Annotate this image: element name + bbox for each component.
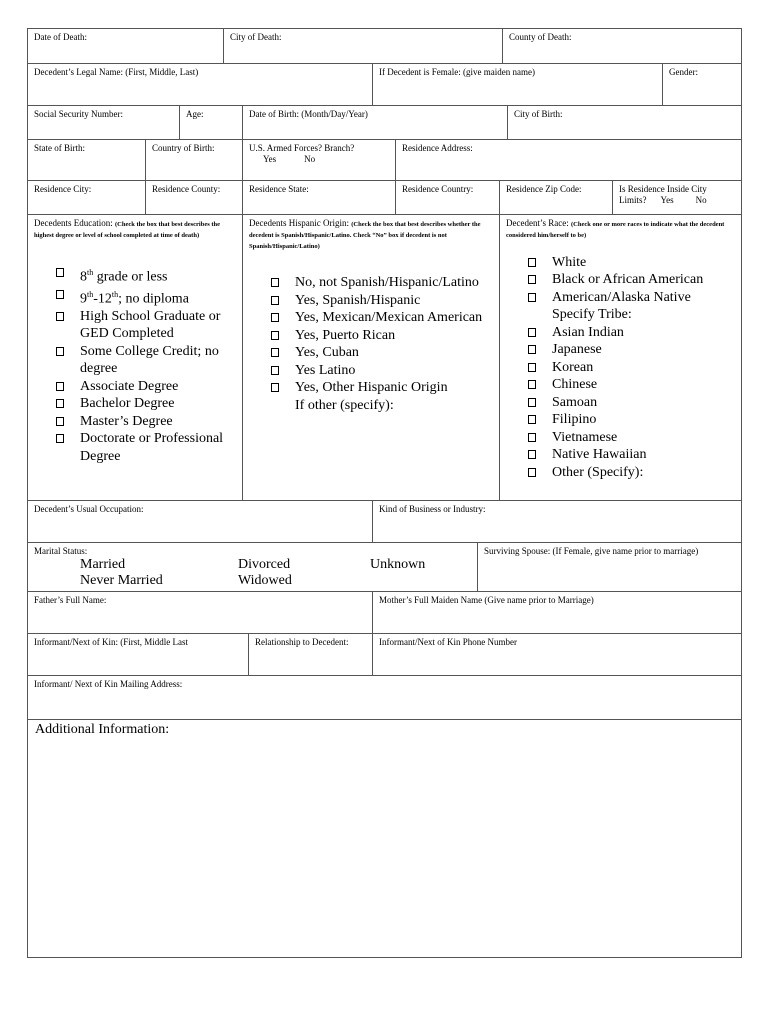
inside-city-yes[interactable]: Yes (660, 194, 674, 205)
marital-status-field (28, 543, 478, 592)
legal-name-field[interactable] (28, 64, 373, 106)
maiden-name-field[interactable] (373, 64, 663, 106)
checkbox[interactable] (528, 293, 536, 302)
residence-country-field[interactable] (396, 181, 500, 215)
race-option[interactable]: Native Hawaiian (528, 446, 735, 464)
additional-info-label: Additional Information: (35, 722, 170, 737)
usual-occupation-field[interactable] (28, 501, 373, 543)
ssn-field[interactable] (28, 106, 180, 140)
legal-name-label: Decedent’s Legal Name: (First, Middle, Last) (34, 67, 199, 77)
education-note: (Check the box that best describes the highest degree or level of school completed at time of death) (34, 221, 221, 239)
state-of-birth-field[interactable] (28, 140, 146, 181)
education-options (56, 264, 236, 466)
hispanic-option[interactable]: Yes, Other Hispanic Origin (271, 379, 493, 397)
residence-city-label: Residence City: (34, 184, 92, 194)
inside-city-label: Is Residence Inside City (619, 184, 707, 194)
checkbox[interactable] (56, 399, 64, 408)
checkbox[interactable] (528, 433, 536, 442)
age-field[interactable] (180, 106, 243, 140)
additional-info-field[interactable] (28, 720, 741, 957)
usual-occupation-label: Decedent’s Usual Occupation: (34, 504, 144, 514)
residence-address-field[interactable] (396, 140, 741, 181)
checkbox[interactable] (271, 331, 279, 340)
city-of-birth-label: City of Birth: (514, 109, 563, 119)
mother-maiden-name-label: Mother’s Full Maiden Name (Give name prior to Marriage) (379, 595, 594, 605)
residence-address-label: Residence Address: (402, 143, 473, 153)
country-of-birth-field[interactable] (146, 140, 243, 181)
education-option[interactable]: High School Graduate or GED Completed (56, 308, 236, 343)
race-option[interactable]: Chinese (528, 376, 735, 394)
business-industry-label: Kind of Business or Industry: (379, 504, 486, 514)
surviving-spouse-label: Surviving Spouse: (If Female, give name prior to marriage) (484, 546, 699, 556)
father-name-field[interactable] (28, 592, 373, 634)
informant-phone-field[interactable] (373, 634, 741, 676)
residence-city-field[interactable] (28, 181, 146, 215)
maiden-name-label: If Decedent is Female: (give maiden name) (379, 67, 535, 77)
armed-forces-field[interactable] (243, 140, 396, 181)
education-option[interactable]: Master’s Degree (56, 413, 236, 431)
education-option[interactable]: Doctorate or Professional Degree (56, 430, 236, 465)
checkbox[interactable] (528, 398, 536, 407)
race-option[interactable]: Korean (528, 359, 735, 377)
inside-city-no[interactable]: No (695, 194, 707, 205)
marital-unknown[interactable]: Unknown (370, 556, 426, 572)
checkbox[interactable] (56, 290, 64, 299)
informant-address-label: Informant/ Next of Kin Mailing Address: (34, 679, 183, 689)
dob-field[interactable] (243, 106, 508, 140)
armed-forces-yes[interactable]: Yes (263, 153, 277, 164)
race-section (500, 215, 741, 501)
limits-label: Limits? (619, 194, 647, 205)
checkbox[interactable] (528, 468, 536, 477)
race-title: Decedent’s Race: (506, 218, 569, 228)
hispanic-origin-section (243, 215, 500, 501)
race-option[interactable]: Japanese (528, 341, 735, 359)
race-option[interactable]: Asian Indian (528, 324, 735, 342)
marital-status-label: Marital Status: (34, 546, 88, 556)
city-of-death-label: City of Death: (230, 32, 282, 42)
date-of-death-label: Date of Death: (34, 32, 87, 42)
surviving-spouse-field[interactable] (478, 543, 741, 592)
hispanic-note: (Check the box that best describes whether the decedent is Spanish/Hispanic/Latino. Check “No” box if decedent is not Spanish/Hispanic/Latino) (249, 221, 481, 250)
state-of-birth-label: State of Birth: (34, 143, 85, 153)
checkbox[interactable] (528, 275, 536, 284)
marital-divorced[interactable]: Divorced (238, 556, 291, 572)
checkbox[interactable] (271, 366, 279, 375)
checkbox[interactable] (271, 313, 279, 322)
informant-address-field[interactable] (28, 676, 741, 720)
race-option[interactable]: Samoan (528, 394, 735, 412)
informant-name-field[interactable] (28, 634, 249, 676)
city-of-death-field[interactable] (224, 29, 503, 64)
hispanic-option[interactable]: Yes Latino (271, 362, 493, 380)
checkbox[interactable] (528, 328, 536, 337)
father-name-label: Father’s Full Name: (34, 595, 107, 605)
checkbox[interactable] (56, 268, 64, 277)
checkbox[interactable] (56, 382, 64, 391)
education-option[interactable]: Bachelor Degree (56, 395, 236, 413)
education-option[interactable]: Some College Credit; no degree (56, 343, 236, 378)
checkbox[interactable] (271, 348, 279, 357)
checkbox[interactable] (528, 450, 536, 459)
marital-never-married[interactable]: Never Married (80, 572, 163, 588)
mother-maiden-name-field[interactable] (373, 592, 741, 634)
armed-forces-label: U.S. Armed Forces? Branch? (249, 143, 355, 153)
city-of-birth-field[interactable] (508, 106, 741, 140)
hispanic-option[interactable]: Yes, Puerto Rican (271, 327, 493, 345)
race-option[interactable]: Filipino (528, 411, 735, 429)
residence-country-label: Residence Country: (402, 184, 474, 194)
checkbox[interactable] (528, 258, 536, 267)
gender-field[interactable] (663, 64, 741, 106)
checkbox[interactable] (528, 363, 536, 372)
race-option[interactable]: American/Alaska Native (528, 289, 735, 307)
date-of-death-field[interactable] (28, 29, 224, 64)
checkbox[interactable] (56, 417, 64, 426)
hispanic-options (271, 274, 493, 414)
residence-zip-label: Residence Zip Code: (506, 184, 582, 194)
relationship-label: Relationship to Decedent: (255, 637, 349, 647)
race-option[interactable]: Other (Specify): (528, 464, 735, 482)
education-option[interactable]: 9th-12th; no diploma (56, 286, 236, 308)
race-options (528, 254, 735, 482)
informant-name-label: Informant/Next of Kin: (First, Middle Last (34, 637, 188, 647)
residence-county-field[interactable] (146, 181, 243, 215)
hispanic-option[interactable]: Yes, Mexican/Mexican American (271, 309, 493, 327)
inside-city-limits-field[interactable] (613, 181, 741, 215)
relationship-field[interactable] (249, 634, 373, 676)
dob-label: Date of Birth: (Month/Day/Year) (249, 109, 368, 119)
hispanic-option[interactable]: Yes, Spanish/Hispanic (271, 292, 493, 310)
residence-county-label: Residence County: (152, 184, 221, 194)
residence-state-field[interactable] (243, 181, 396, 215)
checkbox[interactable] (528, 415, 536, 424)
hispanic-option[interactable]: Yes, Cuban (271, 344, 493, 362)
checkbox[interactable] (271, 296, 279, 305)
education-section (28, 215, 243, 501)
race-tribe[interactable]: Specify Tribe: (552, 307, 632, 323)
informant-phone-label: Informant/Next of Kin Phone Number (379, 637, 517, 647)
education-title: Decedents Education: (34, 218, 113, 228)
race-option[interactable]: Black or African American (528, 271, 735, 289)
education-option[interactable]: Associate Degree (56, 378, 236, 396)
country-of-birth-label: Country of Birth: (152, 143, 215, 153)
checkbox[interactable] (56, 434, 64, 443)
death-record-form (27, 28, 742, 958)
ssn-label: Social Security Number: (34, 109, 123, 119)
marital-married[interactable]: Married (80, 556, 126, 572)
residence-zip-field[interactable] (500, 181, 613, 215)
age-label: Age: (186, 109, 204, 119)
education-option[interactable]: 8th grade or less (56, 264, 236, 286)
checkbox[interactable] (271, 383, 279, 392)
checkbox[interactable] (528, 345, 536, 354)
checkbox[interactable] (56, 312, 64, 321)
hispanic-other[interactable]: If other (specify): (295, 397, 394, 413)
county-of-death-field[interactable] (503, 29, 741, 64)
checkbox[interactable] (271, 278, 279, 287)
marital-widowed[interactable]: Widowed (238, 572, 292, 588)
checkbox[interactable] (56, 347, 64, 356)
residence-state-label: Residence State: (249, 184, 309, 194)
armed-forces-no[interactable]: No (304, 153, 316, 164)
race-note: (Check one or more races to indicate what the decedent considered him/herself to be) (506, 221, 725, 239)
business-industry-field[interactable] (373, 501, 741, 543)
county-of-death-label: County of Death: (509, 32, 572, 42)
hispanic-option[interactable]: No, not Spanish/Hispanic/Latino (271, 274, 493, 292)
hispanic-title: Decedents Hispanic Origin: (249, 218, 349, 228)
race-option[interactable]: Vietnamese (528, 429, 735, 447)
gender-label: Gender: (669, 67, 698, 77)
checkbox[interactable] (528, 380, 536, 389)
race-option[interactable]: White (528, 254, 735, 272)
